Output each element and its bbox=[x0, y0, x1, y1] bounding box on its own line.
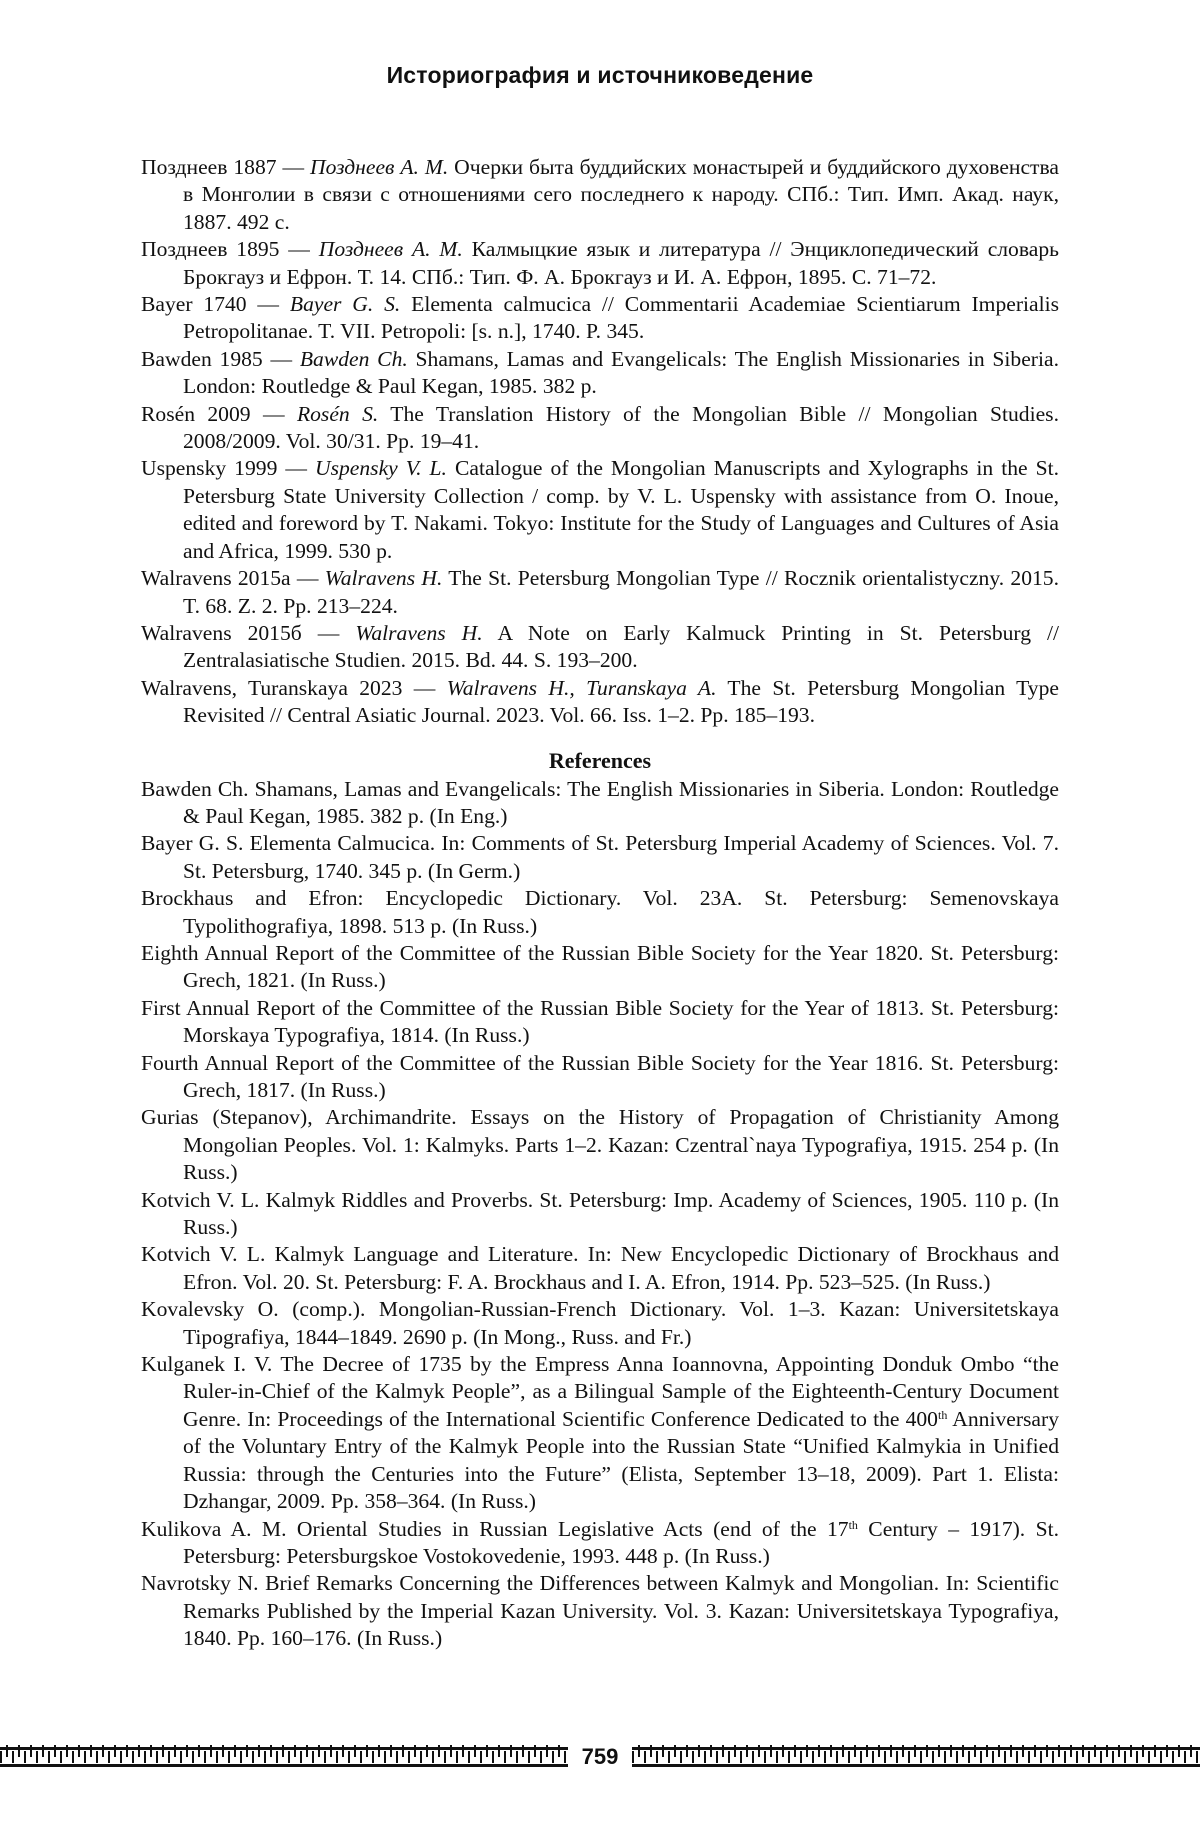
reference-text: Anniversary of the Voluntary Entry of the Kalmyk People into the Russian State “Unified Kalmykia in Unified Russia: through the Centuries into the Future” (Elista, September 13–18, 2009). Part 1. Elista: Dzhangar, 2009. Pp. 358–364. (In Russ.) bbox=[183, 1406, 1059, 1514]
entry-author: Uspensky V. L. bbox=[314, 456, 447, 481]
ornament-border-left bbox=[0, 1745, 568, 1769]
reference-entry: Bawden Ch. Shamans, Lamas and Evangelicals: The English Missionaries in Siberia. London: Routledge & Paul Kegan, 1985. 382 p. (In Eng.) bbox=[141, 776, 1059, 828]
bibliography-entry bbox=[141, 620, 1059, 675]
entry-author: Позднеев А. М. bbox=[310, 155, 449, 179]
page-footer bbox=[0, 1745, 1200, 1769]
bibliography-entry bbox=[141, 401, 1059, 456]
bibliography-entry bbox=[141, 346, 1059, 401]
entry-text: The St. Petersburg Mongolian Type // Rocznik orientalistyczny. 2015. T. 68. Z. 2. Pp. 213–224. bbox=[183, 566, 1059, 618]
reference-entry: Fourth Annual Report of the Committee of the Russian Bible Society for the Year 1816. St. Petersburg: Grech, 1817. (In Russ.) bbox=[141, 1050, 1059, 1102]
entry-key: Rosén 2009 — bbox=[141, 401, 297, 426]
reference-entry: Kotvich V. L. Kalmyk Language and Literature. In: New Encyclopedic Dictionary of Brockhaus and Efron. Vol. 20. St. Petersburg: F. A. Brockhaus and I. A. Efron, 1914. Pp. 523–525. (In Russ.) bbox=[141, 1242, 1059, 1294]
page-number: 759 bbox=[581, 1744, 619, 1769]
entry-text: Shamans, Lamas and Evangelicals: The English Missionaries in Siberia. London: Routledge & Paul Kegan, 1985. 382 p. bbox=[183, 346, 1059, 399]
reference-entry bbox=[141, 1516, 1059, 1571]
references-title: References bbox=[548, 747, 652, 773]
reference-text: Kulikova A. M. Oriental Studies in Russian Legislative Acts (end of the 17 bbox=[141, 1516, 849, 1541]
entry-key: Walravens 2015б — bbox=[141, 620, 356, 645]
reference-entry: Brockhaus and Efron: Encyclopedic Dictionary. Vol. 23A. St. Petersburg: Semenovskaya Typolithografiya, 1898. 513 p. (In Russ.) bbox=[141, 886, 1059, 938]
entry-key: Позднеев 1895 — bbox=[141, 237, 319, 262]
bibliography-entry bbox=[141, 236, 1059, 291]
entry-author: Bayer G. S. bbox=[289, 292, 401, 317]
reference-entry: First Annual Report of the Committee of the Russian Bible Society for the Year of 1813. St. Petersburg: Morskaya Typografiya, 1814. (In Russ.) bbox=[141, 995, 1059, 1048]
entry-key: Uspensky 1999 — bbox=[141, 456, 315, 481]
bibliography-entry bbox=[141, 565, 1059, 620]
entry-text: Очерки быта буддийских монастырей и буддийского духовенства в Монголии в связи с отношениями сего последнего к народу. СПб.: Тип. Имп. Акад. наук, 1887. 492 с. bbox=[183, 155, 1059, 234]
entry-author: Walravens H. bbox=[355, 620, 483, 645]
entry-key: Walravens, Turanskaya 2023 — bbox=[141, 675, 447, 700]
reference-text: Kulganek I. V. The Decree of 1735 by the Empress Anna Ioannovna, Appointing Donduk Ombo “the Ruler-in-Chief of the Kalmyk People”, as a Bilingual Sample of the Eighteenth-Century Document Genre. In: Proceedings of the International Scientific Conference Dedicated to the 400 bbox=[141, 1352, 1059, 1431]
page-content bbox=[141, 154, 1059, 1653]
entry-author: Позднеев А. М. bbox=[318, 237, 463, 262]
reference-entry: Navrotsky N. Brief Remarks Concerning the Differences between Kalmyk and Mongolian. In: Scientific Remarks Published by the Imperial Kazan University. Vol. 3. Kazan: Universitetskaya Typografiya, 1840. Pp. 160–176. (In Russ.) bbox=[141, 1571, 1059, 1651]
entry-author: Walravens H. bbox=[324, 566, 443, 591]
ordinal-suffix: th bbox=[848, 1517, 858, 1532]
entry-key: Walravens 2015a — bbox=[141, 566, 325, 591]
reference-entry: Gurias (Stepanov), Archimandrite. Essays on the History of Propagation of Christianity Among Mongolian Peoples. Vol. 1: Kalmyks. Parts 1–2. Kazan: Czentral`naya Typografiya, 1915. 254 p. (In Russ.) bbox=[141, 1105, 1059, 1185]
bibliography-entry bbox=[141, 675, 1059, 730]
reference-text: Century – 1917). St. Petersburg: Petersburgskoe Vostokovedenie, 1993. 448 p. (In Russ.) bbox=[183, 1516, 1059, 1568]
ornament-border-right bbox=[632, 1745, 1200, 1769]
entry-text: Catalogue of the Mongolian Manuscripts and Xylographs in the St. Petersburg State University Collection / comp. by V. L. Uspensky with assistance from O. Inoue, edited and foreword by T. Nakami. Tokyo: Institute for the Study of Languages and Cultures of Asia and Africa, 1999. 530 p. bbox=[183, 456, 1059, 563]
reference-entry: Kotvich V. L. Kalmyk Riddles and Proverbs. St. Petersburg: Imp. Academy of Sciences, 1905. 110 p. (In Russ.) bbox=[141, 1187, 1059, 1240]
entry-text: Elementa calmucica // Commentarii Academiae Scientiarum Imperialis Petropolitanae. T. VII. Petropoli: [s. n.], 1740. P. 345. bbox=[183, 292, 1059, 344]
ordinal-suffix: th bbox=[937, 1407, 948, 1422]
entry-text: Калмыцкие язык и литература // Энциклопедический словарь Брокгауз и Ефрон. Т. 14. СПб.: Тип. Ф. А. Брокгауз и И. А. Ефрон, 1895. С. 71–72. bbox=[183, 237, 1059, 289]
entry-author: Rosén S. bbox=[296, 401, 379, 426]
bibliography-entry bbox=[141, 154, 1059, 236]
entry-text: The St. Petersburg Mongolian Type Revisited // Central Asiatic Journal. 2023. Vol. 66. Iss. 1–2. Pp. 185–193. bbox=[183, 675, 1059, 728]
references-list bbox=[141, 776, 1059, 1653]
reference-entry bbox=[141, 1351, 1059, 1515]
entry-author: Walravens H., Turanskaya A. bbox=[446, 675, 717, 700]
running-header: Историография и источниковедение bbox=[386, 62, 814, 88]
entry-key: Bayer 1740 — bbox=[141, 292, 290, 317]
bibliography-list bbox=[141, 154, 1059, 730]
entry-key: Позднеев 1887 — bbox=[141, 155, 310, 179]
reference-entry: Eighth Annual Report of the Committee of the Russian Bible Society for the Year 1820. St. Petersburg: Grech, 1821. (In Russ.) bbox=[141, 940, 1059, 993]
entry-text: A Note on Early Kalmuck Printing in St. Petersburg // Zentralasiatische Studien. 2015. Bd. 44. S. 193–200. bbox=[183, 620, 1060, 673]
reference-entry: Kovalevsky O. (comp.). Mongolian-Russian-French Dictionary. Vol. 1–3. Kazan: Universitetskaya Tipografiya, 1844–1849. 2690 p. (In Mong., Russ. and Fr.) bbox=[141, 1297, 1059, 1349]
entry-key: Bawden 1985 — bbox=[141, 346, 300, 371]
bibliography-entry bbox=[141, 291, 1059, 346]
entry-text: The Translation History of the Mongolian Bible // Mongolian Studies. 2008/2009. Vol. 30/31. Pp. 19–41. bbox=[183, 401, 1059, 454]
entry-author: Bawden Ch. bbox=[299, 346, 408, 371]
bibliography-entry bbox=[141, 455, 1059, 565]
reference-entry: Bayer G. S. Elementa Calmucica. In: Comments of St. Petersburg Imperial Academy of Sciences. Vol. 7. St. Petersburg, 1740. 345 p. (In Germ.) bbox=[141, 831, 1059, 883]
